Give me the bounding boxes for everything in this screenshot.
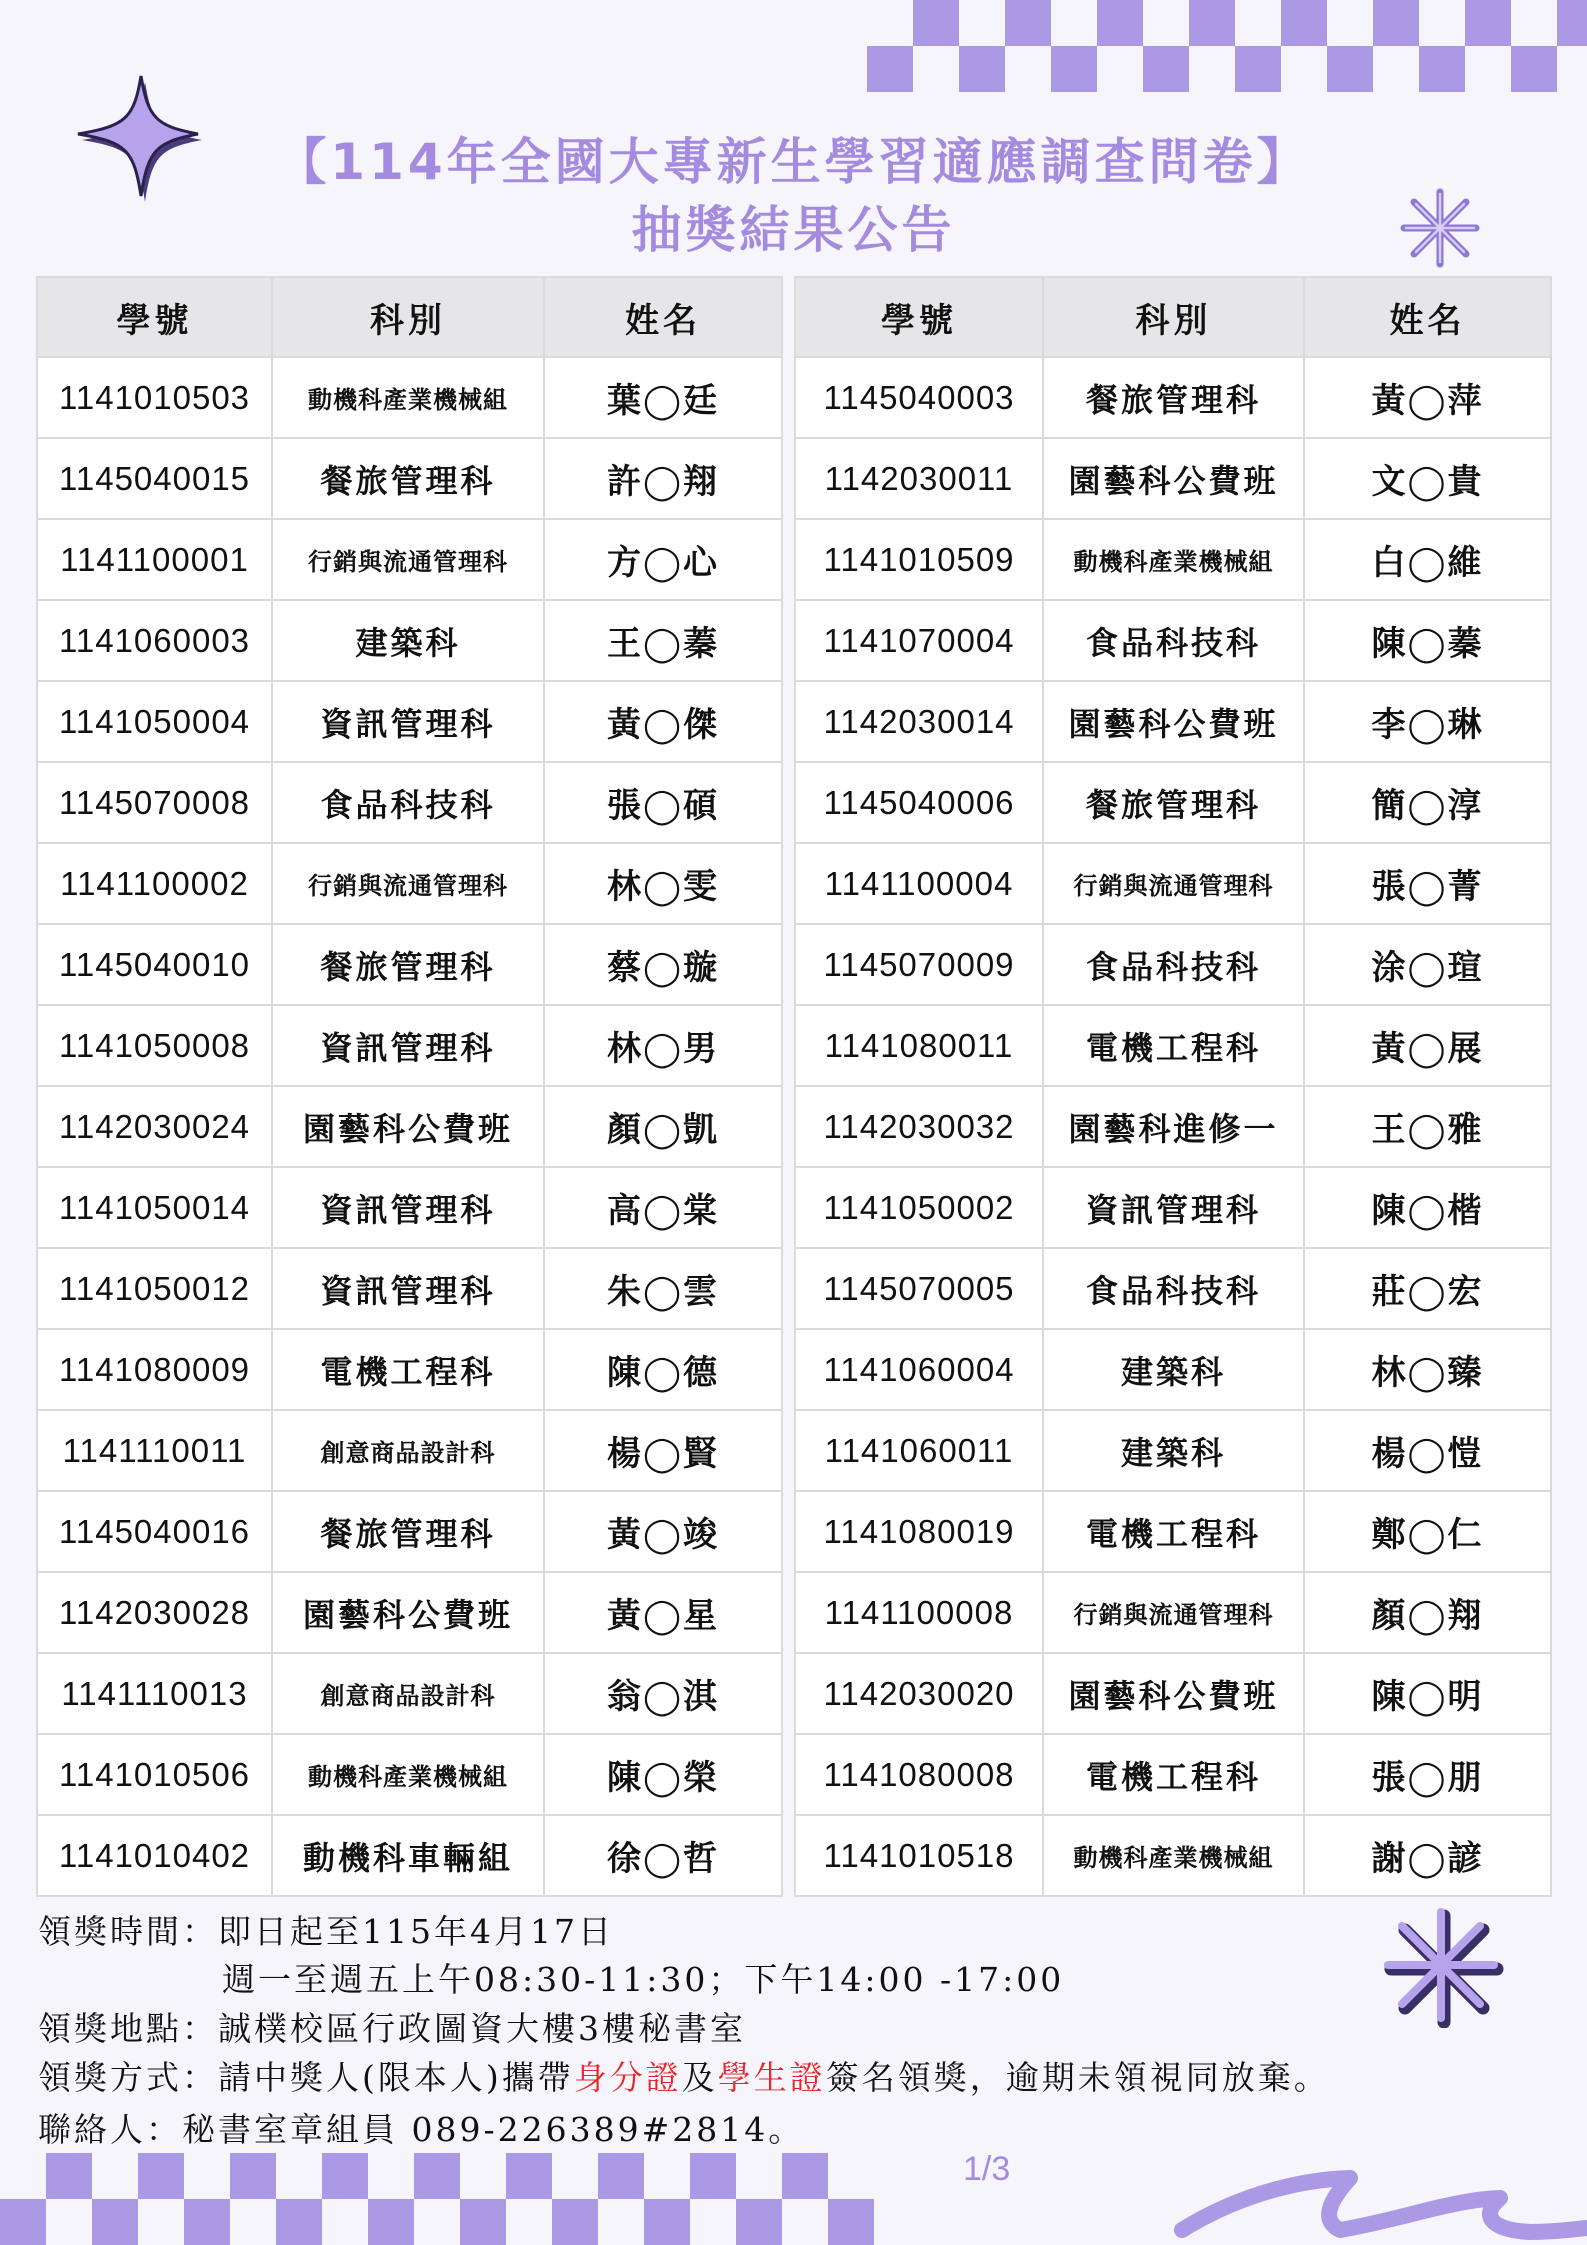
table-row bbox=[37, 600, 782, 681]
department-cell: 園藝科公費班 bbox=[1043, 1653, 1304, 1734]
table-row bbox=[795, 843, 1551, 924]
contact-value: 秘書室章組員 089-226389#2814。 bbox=[182, 2110, 805, 2149]
department-cell: 電機工程科 bbox=[272, 1329, 544, 1410]
name-cell: 葉◯廷 bbox=[544, 357, 782, 438]
name-cell: 莊◯宏 bbox=[1304, 1248, 1551, 1329]
student-id-cell: 1141100004 bbox=[795, 843, 1043, 924]
name-cell: 王◯雅 bbox=[1304, 1086, 1551, 1167]
name-cell: 林◯男 bbox=[544, 1005, 782, 1086]
name-cell: 王◯蓁 bbox=[544, 600, 782, 681]
student-id-cell: 1141010402 bbox=[37, 1815, 272, 1896]
student-id-cell: 1141010503 bbox=[37, 357, 272, 438]
table-row bbox=[795, 519, 1551, 600]
column-header-dept: 科別 bbox=[272, 277, 544, 357]
student-id-cell: 1145040016 bbox=[37, 1491, 272, 1572]
name-cell: 楊◯賢 bbox=[544, 1410, 782, 1491]
award-hours-value: 週一至週五上午08:30-11:30；下午14:00 -17:00 bbox=[222, 1960, 1065, 1999]
table-row bbox=[37, 1248, 782, 1329]
name-cell: 簡◯淳 bbox=[1304, 762, 1551, 843]
student-id-cell: 1145040010 bbox=[37, 924, 272, 1005]
award-hours-line bbox=[222, 1954, 1064, 2001]
student-id-cell: 1141100002 bbox=[37, 843, 272, 924]
column-header-dept: 科別 bbox=[1043, 277, 1304, 357]
department-cell: 電機工程科 bbox=[1043, 1005, 1304, 1086]
table-row bbox=[37, 843, 782, 924]
student-id-cell: 1145040006 bbox=[795, 762, 1043, 843]
name-cell: 黃◯傑 bbox=[544, 681, 782, 762]
table-row bbox=[795, 1653, 1551, 1734]
award-method-text: 請中獎人(限本人)攜帶 bbox=[218, 2058, 574, 2097]
name-cell: 張◯碩 bbox=[544, 762, 782, 843]
page-number: 1/3 bbox=[963, 2150, 1011, 2188]
contact-label: 聯絡人： bbox=[38, 2110, 182, 2149]
name-cell: 朱◯雲 bbox=[544, 1248, 782, 1329]
name-cell: 陳◯明 bbox=[1304, 1653, 1551, 1734]
student-id-cell: 1141010509 bbox=[795, 519, 1043, 600]
award-place-label: 領獎地點： bbox=[38, 2009, 218, 2048]
department-cell: 資訊管理科 bbox=[272, 1248, 544, 1329]
table-row bbox=[37, 357, 782, 438]
department-cell: 資訊管理科 bbox=[272, 681, 544, 762]
table-header-row bbox=[37, 277, 782, 357]
department-cell: 行銷與流通管理科 bbox=[272, 843, 544, 924]
table-row bbox=[795, 681, 1551, 762]
award-time-line bbox=[38, 1906, 614, 1953]
name-cell: 陳◯楷 bbox=[1304, 1167, 1551, 1248]
award-place-line bbox=[38, 2003, 746, 2050]
student-id-cell: 1145040003 bbox=[795, 357, 1043, 438]
table-row bbox=[37, 762, 782, 843]
award-method-rest: 簽名領獎，逾期未領視同放棄。 bbox=[825, 2058, 1330, 2097]
award-time-label: 領獎時間： bbox=[38, 1912, 218, 1951]
department-cell: 行銷與流通管理科 bbox=[1043, 1572, 1304, 1653]
department-cell: 建築科 bbox=[1043, 1329, 1304, 1410]
department-cell: 創意商品設計科 bbox=[272, 1653, 544, 1734]
department-cell: 餐旅管理科 bbox=[272, 1491, 544, 1572]
name-cell: 白◯維 bbox=[1304, 519, 1551, 600]
table-row bbox=[37, 1653, 782, 1734]
award-method-line bbox=[38, 2052, 1330, 2099]
table-row bbox=[37, 1572, 782, 1653]
name-cell: 林◯雯 bbox=[544, 843, 782, 924]
name-cell: 張◯朋 bbox=[1304, 1734, 1551, 1815]
checker-pattern-bottom bbox=[0, 2153, 900, 2245]
winner-table-left bbox=[36, 276, 783, 1897]
winner-table-right bbox=[794, 276, 1552, 1897]
student-id-cell: 1145070005 bbox=[795, 1248, 1043, 1329]
student-id-cell: 1145070009 bbox=[795, 924, 1043, 1005]
table-row bbox=[795, 1005, 1551, 1086]
page-subtitle: 抽獎結果公告 bbox=[631, 201, 956, 259]
table-row bbox=[795, 762, 1551, 843]
student-id-cell: 1141050002 bbox=[795, 1167, 1043, 1248]
student-id-cell: 1141110013 bbox=[37, 1653, 272, 1734]
table-row bbox=[37, 1815, 782, 1896]
award-place-value: 誠樸校區行政圖資大樓3樓秘書室 bbox=[218, 2009, 746, 2048]
table-row bbox=[795, 1086, 1551, 1167]
student-id-cell: 1141080019 bbox=[795, 1491, 1043, 1572]
department-cell: 餐旅管理科 bbox=[1043, 357, 1304, 438]
department-cell: 餐旅管理科 bbox=[1043, 762, 1304, 843]
table-row bbox=[37, 438, 782, 519]
name-cell: 徐◯哲 bbox=[544, 1815, 782, 1896]
department-cell: 動機科產業機械組 bbox=[272, 357, 544, 438]
checker-pattern-top bbox=[867, 0, 1587, 92]
student-id-cell: 1141080008 bbox=[795, 1734, 1043, 1815]
name-cell: 涂◯瑄 bbox=[1304, 924, 1551, 1005]
column-header-name: 姓名 bbox=[1304, 277, 1551, 357]
name-cell: 陳◯蓁 bbox=[1304, 600, 1551, 681]
student-id-cell: 1141070004 bbox=[795, 600, 1043, 681]
name-cell: 顏◯翔 bbox=[1304, 1572, 1551, 1653]
name-cell: 張◯菁 bbox=[1304, 843, 1551, 924]
department-cell: 食品科技科 bbox=[1043, 1248, 1304, 1329]
department-cell: 園藝科公費班 bbox=[272, 1086, 544, 1167]
table-row bbox=[37, 1491, 782, 1572]
name-cell: 翁◯淇 bbox=[544, 1653, 782, 1734]
department-cell: 園藝科公費班 bbox=[272, 1572, 544, 1653]
department-cell: 資訊管理科 bbox=[1043, 1167, 1304, 1248]
table-row bbox=[795, 600, 1551, 681]
table-header-row bbox=[795, 277, 1551, 357]
student-id-cell: 1141060011 bbox=[795, 1410, 1043, 1491]
department-cell: 資訊管理科 bbox=[272, 1005, 544, 1086]
student-id-cell: 1142030028 bbox=[37, 1572, 272, 1653]
department-cell: 園藝科公費班 bbox=[1043, 438, 1304, 519]
student-id-cell: 1141060004 bbox=[795, 1329, 1043, 1410]
name-cell: 蔡◯璇 bbox=[544, 924, 782, 1005]
department-cell: 動機科產業機械組 bbox=[1043, 519, 1304, 600]
contact-line bbox=[38, 2104, 804, 2151]
name-cell: 陳◯榮 bbox=[544, 1734, 782, 1815]
column-header-id: 學號 bbox=[795, 277, 1043, 357]
column-header-id: 學號 bbox=[37, 277, 272, 357]
student-id-cell: 1141080009 bbox=[37, 1329, 272, 1410]
student-id-cell: 1141100008 bbox=[795, 1572, 1043, 1653]
student-id-cell: 1141050014 bbox=[37, 1167, 272, 1248]
name-cell: 高◯棠 bbox=[544, 1167, 782, 1248]
student-id-cell: 1141060003 bbox=[37, 600, 272, 681]
name-cell: 李◯琳 bbox=[1304, 681, 1551, 762]
department-cell: 創意商品設計科 bbox=[272, 1410, 544, 1491]
student-id-cell: 1141050008 bbox=[37, 1005, 272, 1086]
table-row bbox=[795, 1734, 1551, 1815]
department-cell: 食品科技科 bbox=[1043, 600, 1304, 681]
name-cell: 謝◯諺 bbox=[1304, 1815, 1551, 1896]
student-card-highlight: 學生證 bbox=[717, 2058, 826, 2097]
name-cell: 文◯貴 bbox=[1304, 438, 1551, 519]
table-row bbox=[795, 1329, 1551, 1410]
page-title: 【114年全國大專新生學習適應調查問卷】 bbox=[276, 133, 1311, 191]
student-id-cell: 1141080011 bbox=[795, 1005, 1043, 1086]
name-cell: 黃◯竣 bbox=[544, 1491, 782, 1572]
table-row bbox=[37, 519, 782, 600]
name-cell: 方◯心 bbox=[544, 519, 782, 600]
table-row bbox=[37, 1329, 782, 1410]
award-method-and: 及 bbox=[681, 2058, 718, 2097]
table-row bbox=[795, 1815, 1551, 1896]
name-cell: 黃◯星 bbox=[544, 1572, 782, 1653]
award-time-value: 即日起至115年4月17日 bbox=[218, 1912, 614, 1951]
name-cell: 顏◯凱 bbox=[544, 1086, 782, 1167]
department-cell: 電機工程科 bbox=[1043, 1491, 1304, 1572]
table-row bbox=[795, 1410, 1551, 1491]
table-row bbox=[795, 924, 1551, 1005]
student-id-cell: 1141100001 bbox=[37, 519, 272, 600]
department-cell: 餐旅管理科 bbox=[272, 438, 544, 519]
student-id-cell: 1145070008 bbox=[37, 762, 272, 843]
department-cell: 電機工程科 bbox=[1043, 1734, 1304, 1815]
student-id-cell: 1142030024 bbox=[37, 1086, 272, 1167]
table-row bbox=[37, 924, 782, 1005]
column-header-name: 姓名 bbox=[544, 277, 782, 357]
department-cell: 建築科 bbox=[272, 600, 544, 681]
student-id-cell: 1141110011 bbox=[37, 1410, 272, 1491]
table-row bbox=[37, 1005, 782, 1086]
name-cell: 黃◯萍 bbox=[1304, 357, 1551, 438]
table-row bbox=[37, 1086, 782, 1167]
table-row bbox=[795, 438, 1551, 519]
squiggle-icon bbox=[1170, 2160, 1587, 2245]
table-row bbox=[37, 1734, 782, 1815]
student-id-cell: 1141050012 bbox=[37, 1248, 272, 1329]
student-id-cell: 1145040015 bbox=[37, 438, 272, 519]
name-cell: 黃◯展 bbox=[1304, 1005, 1551, 1086]
table-row bbox=[795, 357, 1551, 438]
student-id-cell: 1142030032 bbox=[795, 1086, 1043, 1167]
department-cell: 資訊管理科 bbox=[272, 1167, 544, 1248]
table-row bbox=[795, 1167, 1551, 1248]
name-cell: 鄭◯仁 bbox=[1304, 1491, 1551, 1572]
table-row bbox=[37, 681, 782, 762]
table-row bbox=[795, 1491, 1551, 1572]
id-card-highlight: 身分證 bbox=[573, 2058, 682, 2097]
department-cell: 動機科產業機械組 bbox=[272, 1734, 544, 1815]
department-cell: 餐旅管理科 bbox=[272, 924, 544, 1005]
award-method-label: 領獎方式： bbox=[38, 2058, 218, 2097]
student-id-cell: 1142030011 bbox=[795, 438, 1043, 519]
name-cell: 許◯翔 bbox=[544, 438, 782, 519]
student-id-cell: 1141010518 bbox=[795, 1815, 1043, 1896]
student-id-cell: 1141010506 bbox=[37, 1734, 272, 1815]
name-cell: 林◯臻 bbox=[1304, 1329, 1551, 1410]
student-id-cell: 1142030020 bbox=[795, 1653, 1043, 1734]
department-cell: 食品科技科 bbox=[272, 762, 544, 843]
department-cell: 食品科技科 bbox=[1043, 924, 1304, 1005]
department-cell: 園藝科進修一 bbox=[1043, 1086, 1304, 1167]
department-cell: 行銷與流通管理科 bbox=[272, 519, 544, 600]
asterisk-star-icon bbox=[1378, 1902, 1504, 2028]
department-cell: 行銷與流通管理科 bbox=[1043, 843, 1304, 924]
name-cell: 陳◯德 bbox=[544, 1329, 782, 1410]
table-row bbox=[37, 1167, 782, 1248]
student-id-cell: 1142030014 bbox=[795, 681, 1043, 762]
department-cell: 動機科車輛組 bbox=[272, 1815, 544, 1896]
department-cell: 園藝科公費班 bbox=[1043, 681, 1304, 762]
name-cell: 楊◯愷 bbox=[1304, 1410, 1551, 1491]
department-cell: 動機科產業機械組 bbox=[1043, 1815, 1304, 1896]
table-row bbox=[795, 1572, 1551, 1653]
student-id-cell: 1141050004 bbox=[37, 681, 272, 762]
table-row bbox=[37, 1410, 782, 1491]
department-cell: 建築科 bbox=[1043, 1410, 1304, 1491]
table-row bbox=[795, 1248, 1551, 1329]
